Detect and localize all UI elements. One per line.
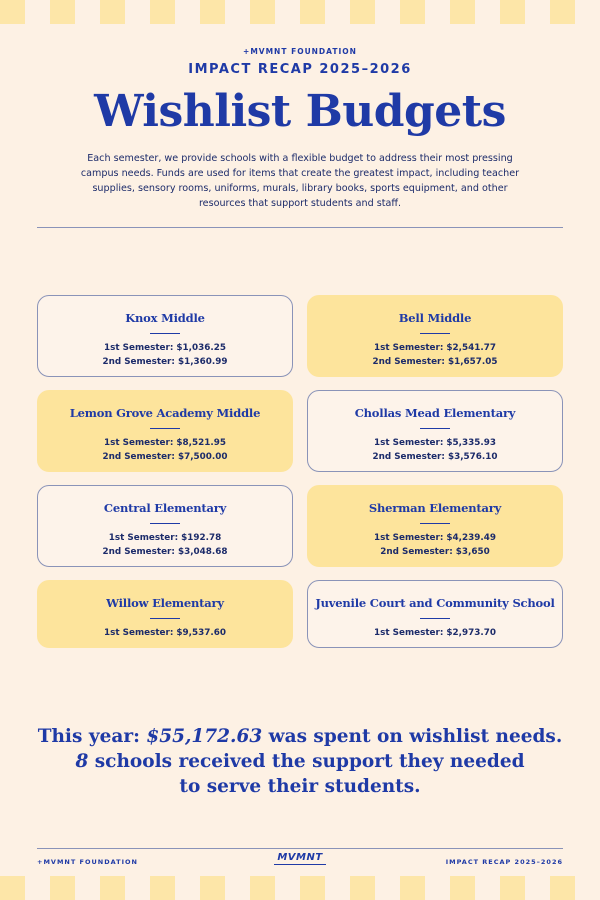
card-divider [420, 428, 450, 429]
summary-line-3: to serve their students. [179, 776, 421, 797]
card-divider [420, 333, 450, 334]
card-divider [150, 428, 180, 429]
card-divider [420, 618, 450, 619]
mvmnt-logo [270, 852, 330, 865]
school-card [37, 580, 293, 648]
semester-2-amount: 2nd Semester: $3,576.10 [372, 452, 498, 462]
school-name: Central Elementary [103, 501, 227, 515]
semester-2-amount: 2nd Semester: $3,650 [380, 547, 490, 557]
card-divider [150, 333, 180, 334]
foundation-eyebrow: +MVMNT FOUNDATION [243, 47, 357, 56]
intro-paragraph: Each semester, we provide schools with a flexible budget to address their most pressing campus needs. Funds are used for items that create the greatest impact, including teacher supplies, sensory rooms, uniforms, murals, library books, sports equipment, and other resources that support students and staff. [80, 153, 520, 209]
summary-prefix: This year: [37, 726, 147, 747]
total-amount: $55,172.63 [146, 726, 263, 747]
summary-line-2 [0, 749, 600, 774]
summary-spent-text: was spent on wishlist needs. [262, 726, 563, 747]
school-name: Lemon Grove Academy Middle [69, 406, 261, 420]
school-name: Juvenile Court and Community School [315, 596, 555, 610]
bottom-stripe-border [0, 876, 600, 900]
school-card [307, 485, 563, 567]
summary-line-1 [0, 724, 600, 749]
footer-foundation-label: +MVMNT FOUNDATION [37, 858, 138, 866]
school-name: Bell Middle [398, 311, 472, 325]
logo-wordmark: MVMNT [277, 852, 323, 863]
semester-2-amount: 2nd Semester: $3,048.68 [102, 547, 228, 557]
semester-1-amount: 1st Semester: $8,521.95 [104, 438, 226, 448]
report-subtitle: IMPACT RECAP 2025–2026 [188, 62, 412, 77]
page-title: Wishlist Budgets [94, 86, 506, 137]
card-divider [420, 523, 450, 524]
school-card [37, 390, 293, 472]
summary-statement [0, 724, 600, 799]
card-divider [150, 618, 180, 619]
logo-underline [274, 864, 326, 865]
school-card [307, 295, 563, 377]
semester-1-amount: 1st Semester: $2,973.70 [374, 628, 496, 638]
semester-1-amount: 1st Semester: $192.78 [108, 533, 222, 543]
school-card [37, 295, 293, 377]
school-count: 8 [75, 751, 89, 772]
header-divider [37, 227, 563, 228]
semester-2-amount: 2nd Semester: $1,360.99 [102, 357, 228, 367]
semester-1-amount: 1st Semester: $5,335.93 [374, 438, 496, 448]
summary-schools-text: schools received the support they needed [88, 751, 525, 772]
semester-1-amount: 1st Semester: $9,537.60 [104, 628, 226, 638]
card-divider [150, 523, 180, 524]
semester-1-amount: 1st Semester: $4,239.49 [374, 533, 496, 543]
school-name: Sherman Elementary [368, 501, 502, 515]
semester-2-amount: 2nd Semester: $7,500.00 [102, 452, 228, 462]
semester-1-amount: 1st Semester: $1,036.25 [104, 343, 226, 353]
top-stripe-border [0, 0, 600, 24]
school-name: Chollas Mead Elementary [354, 406, 516, 420]
school-name: Knox Middle [125, 311, 205, 325]
footer-recap-label: IMPACT RECAP 2025–2026 [445, 858, 563, 866]
school-card [307, 580, 563, 648]
footer-divider [37, 848, 563, 849]
school-card [37, 485, 293, 567]
semester-1-amount: 1st Semester: $2,541.77 [374, 343, 496, 353]
school-card [307, 390, 563, 472]
school-name: Willow Elementary [106, 596, 224, 610]
semester-2-amount: 2nd Semester: $1,657.05 [372, 357, 498, 367]
